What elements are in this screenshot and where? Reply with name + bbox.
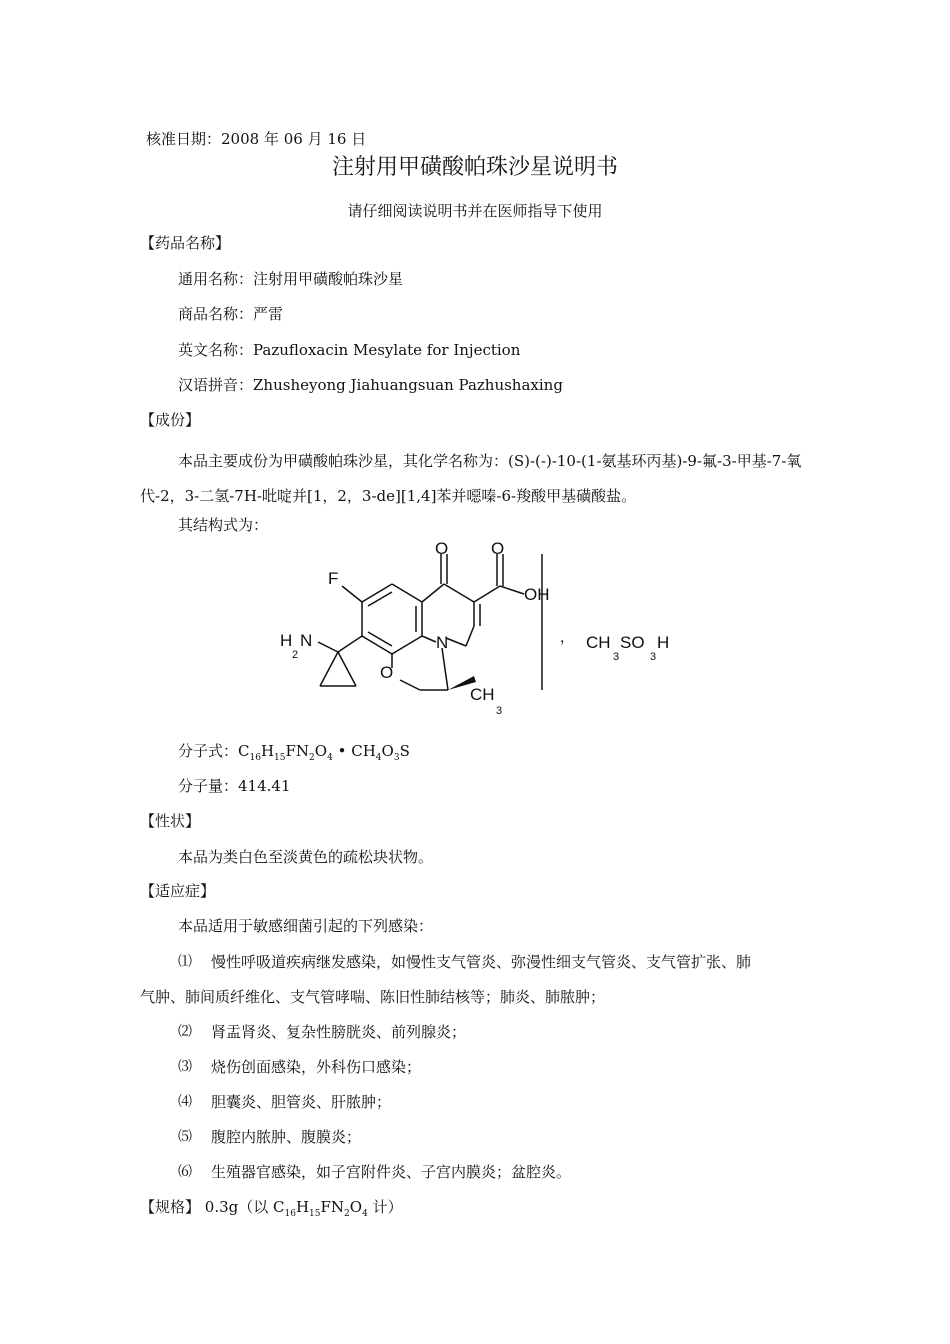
spec-suffix: 计） — [367, 1198, 403, 1216]
atom-o-ketone: O — [435, 539, 449, 558]
indications-heading: 【适应症】 — [140, 882, 216, 900]
indication-1-number: ⑴ — [178, 954, 192, 970]
atom-n-amine: N — [300, 631, 313, 650]
atom-o-carboxyl: O — [491, 539, 505, 558]
spec-sub16: 16 — [284, 1209, 296, 1219]
spec-sub4: 4 — [362, 1209, 368, 1219]
atom-ch: CH — [470, 685, 495, 704]
trade-name: 商品名称：严雷 — [178, 305, 284, 323]
atom-h-subscript: 2 — [292, 649, 299, 661]
spec-sub15: 15 — [309, 1209, 321, 1219]
molecular-weight: 分子量：414.41 — [178, 777, 291, 795]
indication-3-number: ⑶ — [178, 1059, 192, 1075]
formula-s: S — [399, 742, 410, 760]
spec-h: H — [295, 1198, 310, 1216]
molecular-formula — [178, 740, 410, 761]
formula-fn: FN — [285, 742, 310, 760]
salt-h: H — [657, 633, 670, 652]
indication-2-text: 肾盂肾炎、复杂性膀胱炎、前列腺炎； — [211, 1023, 467, 1041]
indication-1-text-cont: 气肿、肺间质纤维化、支气管哮喘、陈旧性肺结核等；肺炎、肺脓肿； — [140, 988, 606, 1006]
formula-c-sub: 16 — [249, 753, 261, 763]
english-name: 英文名称：Pazufloxacin Mesylate for Injection — [178, 341, 521, 359]
formula-ch-sub: 4 — [375, 753, 382, 763]
spec-line — [140, 1196, 403, 1217]
pinyin-name: 汉语拼音：Zhusheyong Jiahuangsuan Pazhushaxing — [178, 376, 563, 394]
spec-sub2: 2 — [344, 1209, 350, 1219]
indications-intro: 本品适用于敏感细菌引起的下列感染： — [178, 917, 434, 935]
formula-ch: CH — [351, 742, 376, 760]
indication-5-text: 腹腔内脓肿、腹膜炎； — [211, 1128, 362, 1146]
spec-fn: FN — [320, 1198, 345, 1216]
appearance-heading: 【性状】 — [140, 812, 201, 830]
salt-ch: CH — [586, 633, 611, 652]
indication-4-number: ⑷ — [178, 1094, 192, 1110]
salt-comma: ， — [560, 629, 574, 645]
indication-3-text: 烧伤创面感染，外科伤口感染； — [211, 1058, 422, 1076]
atom-o-ring: O — [380, 663, 394, 682]
formula-o: O — [314, 742, 328, 760]
formula-n-sub: 2 — [309, 753, 315, 763]
salt-so: SO — [620, 633, 645, 652]
formula-o2: O — [381, 742, 394, 760]
atom-ch-subscript: 3 — [496, 705, 503, 717]
formula-o2-sub: 3 — [393, 753, 400, 763]
indication-2-number: ⑵ — [178, 1024, 192, 1040]
structural-formula — [270, 530, 690, 720]
spec-prefix: 0.3g（以 C — [200, 1198, 285, 1216]
composition-heading: 【成份】 — [140, 411, 201, 429]
salt-sub-3a: 3 — [613, 651, 620, 663]
indication-5-number: ⑸ — [178, 1129, 192, 1145]
spec-heading: 【规格】 — [140, 1198, 201, 1216]
indication-4-text: 胆囊炎、胆管炎、肝脓肿； — [211, 1093, 392, 1111]
formula-h-sub: 15 — [274, 753, 286, 763]
appearance-text: 本品为类白色至淡黄色的疏松块状物。 — [178, 848, 434, 866]
atom-n-ring: N — [436, 633, 449, 652]
atom-f: F — [328, 569, 339, 588]
document-title: 注射用甲磺酸帕珠沙星说明书 — [331, 155, 618, 180]
approval-date: 核准日期：2008 年 06 月 16 日 — [146, 130, 367, 148]
atom-h-amine: H — [280, 631, 293, 650]
structure-label: 其结构式为： — [178, 516, 269, 534]
formula-h: H — [260, 742, 275, 760]
salt-sub-3b: 3 — [650, 651, 657, 663]
indication-6-number: ⑹ — [178, 1164, 192, 1180]
drug-name-heading: 【药品名称】 — [140, 234, 231, 252]
composition-description: 本品主要成份为甲磺酸帕珠沙星，其化学名称为：(S)-(-)-10-(1-氨基环丙基)-9-氟-3-甲基-7-氧代-2，3-二氢-7H-吡啶并[1，2，3-de][1,4]苯并噁嗪-6-羧酸甲基磺酸盐。 — [140, 452, 802, 505]
indication-6-text: 生殖器官感染，如子宫附件炎、子宫内膜炎；盆腔炎。 — [211, 1163, 572, 1181]
document-subtitle: 请仔细阅读说明书并在医师指导下使用 — [347, 202, 603, 220]
spec-o: O — [349, 1198, 363, 1216]
atom-oh: OH — [524, 585, 550, 604]
formula-label: 分子式： — [178, 742, 239, 760]
formula-c: C — [238, 742, 250, 760]
formula-o-sub: 4 — [327, 753, 333, 763]
generic-name: 通用名称：注射用甲磺酸帕珠沙星 — [178, 270, 404, 288]
indication-1-text: 慢性呼吸道疾病继发感染，如慢性支气管炎、弥漫性细支气管炎、支气管扩张、肺 — [211, 953, 752, 971]
formula-dot: • — [332, 742, 352, 760]
